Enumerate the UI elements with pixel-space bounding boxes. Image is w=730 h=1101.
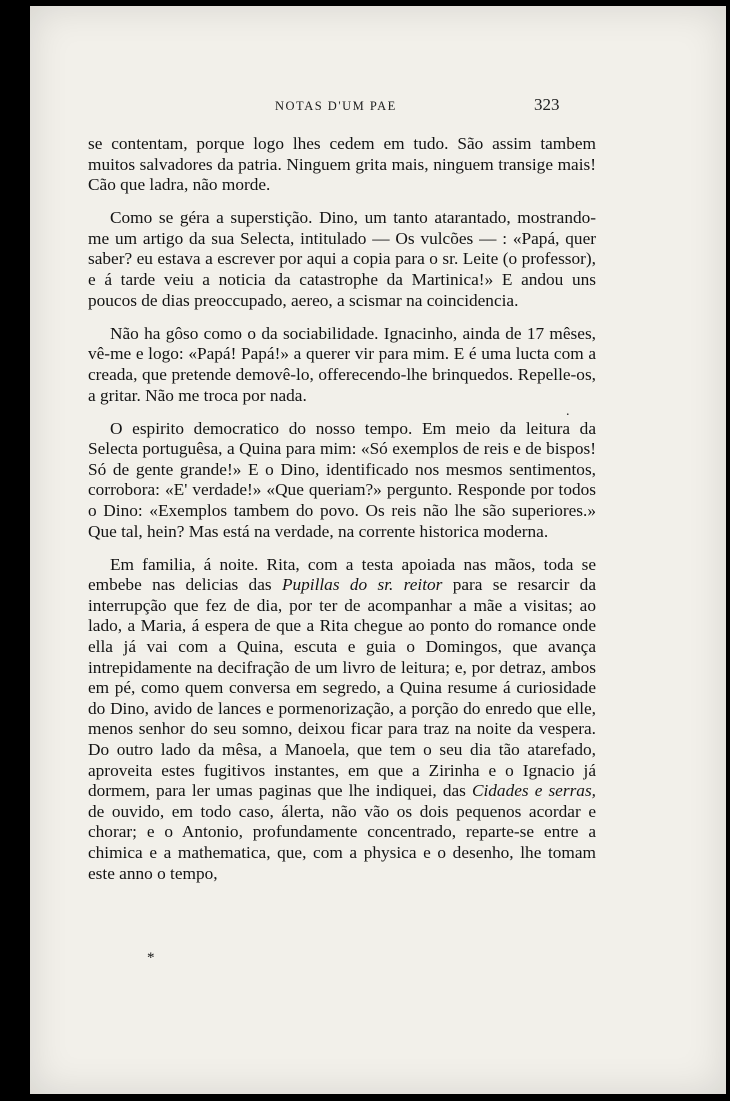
book-page: [30, 6, 726, 1094]
page-number: 323: [534, 95, 560, 114]
paragraph-5: [88, 555, 596, 885]
paragraph-1: se contentam, porque logo lhes cedem em tudo. São assim tambem muitos salvadores da patria. Ninguem grita mais, ninguem transige mais! Cão que ladra, não morde.: [88, 134, 596, 195]
book-title-cidades: Cidades e serras,: [471, 781, 596, 801]
running-head: NOTAS D'UM PAE: [275, 99, 397, 113]
margin-dot: .: [566, 404, 570, 419]
body-text: [88, 134, 596, 897]
footnote-asterisk: *: [147, 950, 155, 966]
paragraph-4: O espirito democratico do nosso tempo. Em meio da leitura da Selecta portuguêsa, a Quina para mim: «Só exemplos de reis e de bispos! Só de gente grande!» E o Dino, identificado nos mesmos sentimentos, corrobora: «E' verdade!» «Que queriam?» pergunto. Responde por todos o Dino: «Exemplos tambem do povo. Os reis não lhe são superiores.» Que tal, hein? Mas está na verdade, na corrente historica moderna.: [88, 418, 596, 541]
book-title-pupillas: Pupillas do sr. reitor: [281, 575, 443, 595]
page-header: [30, 95, 726, 119]
paragraph-5-text-a: Em familia, á noite. Rita, com a testa apoiada nas mãos, toda se embebe nas delicias das: [88, 554, 596, 595]
paragraph-5-text-b: para se resarcir da interrupção que fez de dia, por ter de acompanhar a mãe a visitas; ao lado, a Maria, á espera de que a Rita chegue ao ponto do romance onde ella já vai com a Quina, escuta e guia o Domingos, que avança intrepidamente na decifração de um livro de leitura; e, por detraz, ambos em pé, como quem conversa em segredo, a Quina resume á curiosidade do Dino, avido de lances e pormenorização, a porção do enredo que elle, menos senhor do seu somno, deixou ficar para traz na noite da vespera. Do outro lado da mêsa, a Manoela, que tem o seu dia tão atarefado, aproveita estes fugitivos instantes, em que a Zirinha e o Ignacio já dormem, para ler umas paginas que lhe indiquei, das: [88, 575, 596, 801]
paragraph-5-text-c: de ouvido, em todo caso, álerta, não vão os dois pequenos acordar e chorar; e o Antonio, profundamente concentrado, reparte-se entre a chimica e a mathematica, que, com a physica e o desenho, lhe tomam este anno o tempo,: [88, 801, 596, 883]
paragraph-3: Não ha gôso como o da sociabilidade. Ignacinho, ainda de 17 mêses, vê-me e logo: «Papá! Papá!» a querer vir para mim. E é uma lucta com a creada, que pretende demovê-lo, offerecendo-lhe brinquedos. Repelle-os, a gritar. Não me troca por nada.: [88, 323, 596, 405]
paragraph-2: Como se géra a superstição. Dino, um tanto atarantado, mostrando-me um artigo da sua Selecta, intitulado — Os vulcões — : «Papá, quer saber? eu estava a escrever por aqui a copia para o sr. Leite (o professor), e á tarde veiu a noticia da catastrophe da Martinica!» E andou uns poucos de dias preoccupado, aereo, a scismar na coincidencia.: [88, 208, 596, 310]
